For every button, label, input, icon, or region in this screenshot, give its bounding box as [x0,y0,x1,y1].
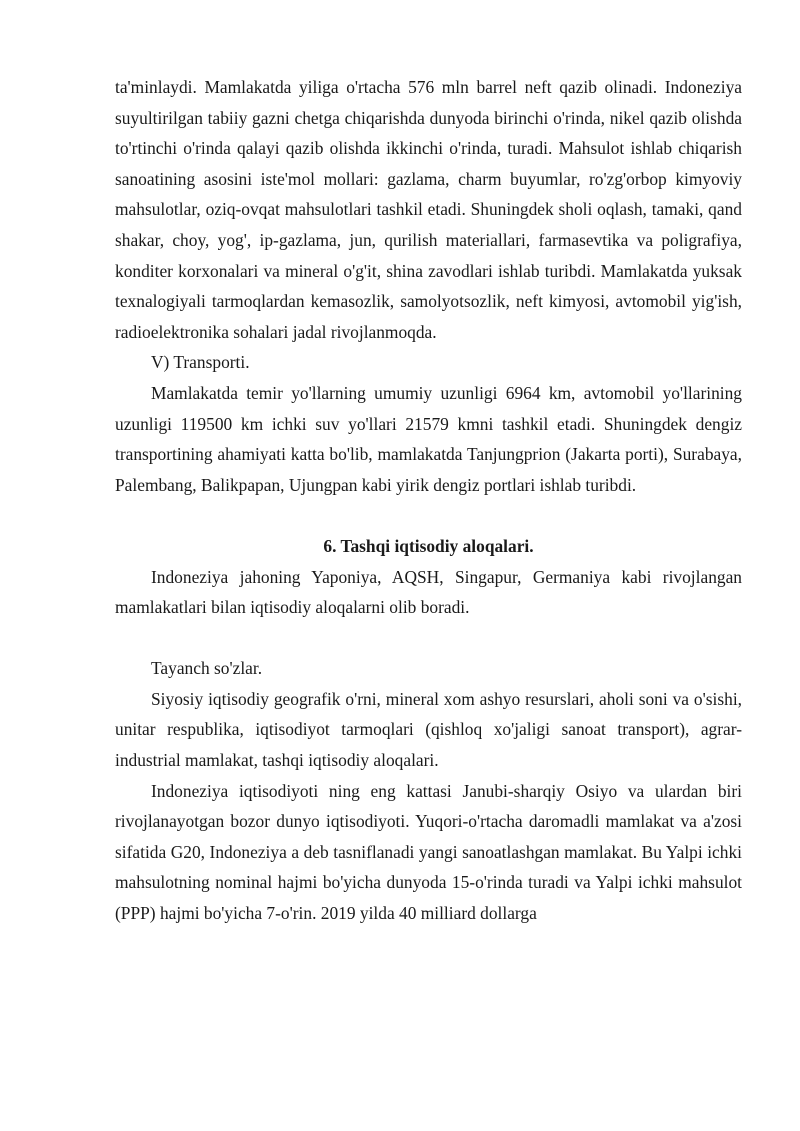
paragraph-economy-overview: Indoneziya iqtisodiyoti ning eng kattasi Janubi-sharqiy Osiyo va ulardan biri rivojlanayotgan bozor dunyo iqtisodiyoti. Yuqori-o'rtacha daromadli mamlakat va a'zosi sifatida G20, Indoneziya a deb tasniflanadi yangi sanoatlashgan mamlakat. Bu Yalpi ichki mahsulotning nominal hajmi bo'yicha dunyoda 15-o'rinda turadi va Yalpi ichki mahsulot (PPP) hajmi bo'yicha 7-o'rin. 2019 yilda 40 milliard dollarga [115,780,742,924]
paragraph-transport: Mamlakatda temir yo'llarning umumiy uzunligi 6964 km, avtomobil yo'llarining uzunligi 119500 km ichki suv yo'llari 21579 kmni tashkil etadi. Shuningdek dengiz transportining ahamiyati katta bo'lib, mamlakatda Tanjungprion (Jakarta porti), Surabaya, Palembang, Balikpapan, Ujungpan kabi yirik dengiz portlari ishlab turibdi. [115,382,742,495]
paragraph-relations: Indoneziya jahoning Yaponiya, AQSH, Singapur, Germaniya kabi rivojlangan mamlakatlari bilan iqtisodiy aloqalarni olib boradi. [115,566,742,618]
spacer [115,623,742,654]
spacer [115,500,742,531]
section-heading: 6. Tashqi iqtisodiy aloqalari. [323,535,534,556]
paragraph-economy: ta'minlaydi. Mamlakatda yiliga o'rtacha 576 mln barrel neft qazib olinadi. Indoneziya suyultirilgan tabiiy gazni chetga chiqarishda dunyoda birinchi o'rinda, nikel qazib olishda to'rtinchi o'rinda qalayi qazib olishda ikkinchi o'rinda, turadi. Mahsulot ishlab chiqarish sanoatining asosini iste'mol mollari: gazlama, charm buyumlar, ro'zg'orbop kimyoviy mahsulotlar, oziq-ovqat mahsulotlari tashkil etadi. Shuningdek sholi oqlash, tamaki, qand shakar, choy, yog', ip-gazlama, jun, qurilish materiallari, farmasevtika va poligrafiya, konditer korxonalari va mineral o'g'it, shina zavodlari ishlab turibdi. Mamlakatda yuksak texnalogiyali tarmoqlardan kemasozlik, samolyotsozlik, neft kimyosi, avtomobil yig'ish, radioelektronika sohalari jadal rivojlanmoqda. [115,77,742,342]
document-page [115,72,742,929]
section-transport-label: V) Transporti. [151,352,250,373]
paragraph-keywords: Siyosiy iqtisodiy geografik o'rni, mineral xom ashyo resurslari, aholi soni va o'sishi, unitar respublika, iqtisodiyot tarmoqlari (qishloq xo'jaligi sanoat transport), agrar-industrial mamlakat, tashqi iqtisodiy aloqalari. [115,688,742,771]
keywords-label: Tayanch so'zlar. [151,658,263,679]
